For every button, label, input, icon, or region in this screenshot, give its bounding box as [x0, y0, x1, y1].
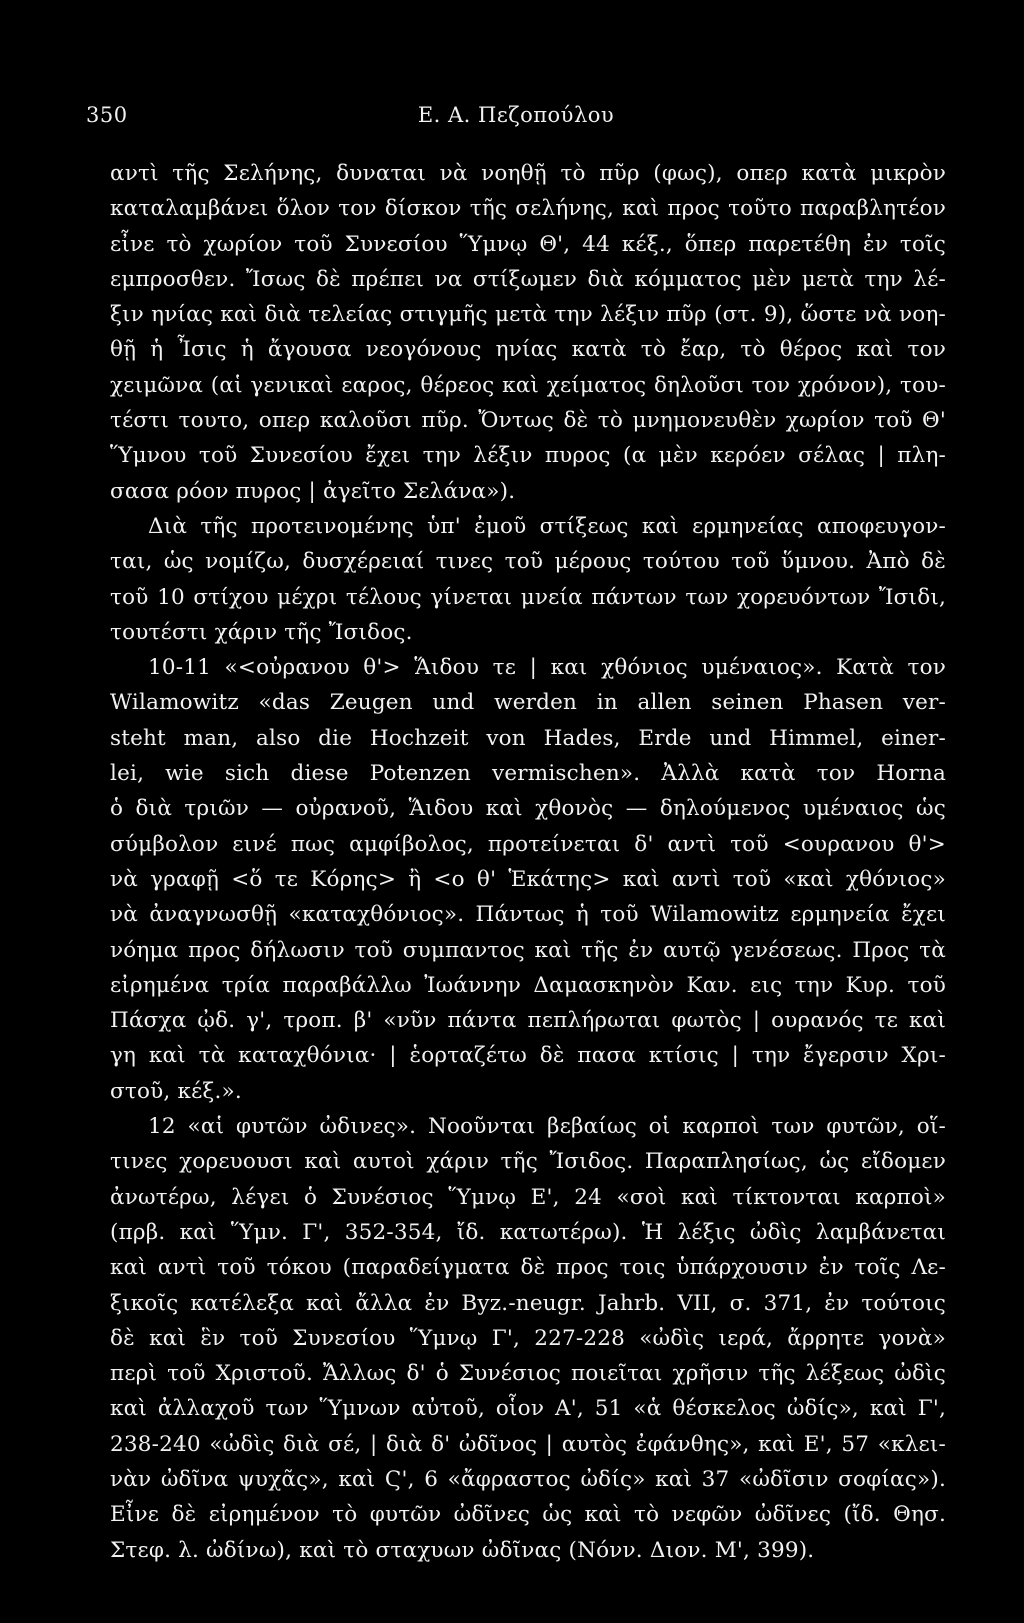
text-line: χειμῶνα (αἱ γενικαὶ εαρος, θέρεος καὶ χείματος δηλοῦσι τον χρόνον), του-	[110, 372, 946, 398]
text-line: ξιν ηνίας καὶ διὰ τελείας στιγμῆς μετὰ την λέξιν πῦρ (στ. 9), ὥστε νὰ νοη-	[110, 302, 946, 328]
text-line: ἀνωτέρω, λέγει ὁ Συνέσιος Ὕμνῳ Ε', 24 «σοὶ καὶ τίκτονται καρποὶ»	[110, 1184, 946, 1210]
text-line: εμπροσθεν. Ἴσως δὲ πρέπει να στίξωμεν διὰ κόμματος μὲν μετὰ την λέ-	[110, 266, 946, 292]
text-line: ται, ὡς νομίζω, δυσχέρειαί τινες τοῦ μέρους τούτου τοῦ ὕμνου. Ἀπὸ δὲ	[110, 549, 946, 575]
text-line: δὲ καὶ ἓν τοῦ Συνεσίου Ὕμνῳ Γ', 227-228 «ὠδὶς ιερά, ἄρρητε γονὰ»	[110, 1325, 946, 1351]
text-line: lei, wie sich diese Potenzen vermischen». Ἀλλὰ κατὰ τον Horna	[110, 761, 946, 787]
text-line: τουτέστι χάριν τῆς Ἴσιδος.	[110, 619, 413, 645]
text-line: ὁ διὰ τριῶν — οὐρανοῦ, Ἅιδου καὶ χθονὸς — δηλούμενος υμέναιος ὡς	[110, 796, 946, 822]
text-line: νὰ ἀναγνωσθῇ «καταχθόνιος». Πάντως ἡ τοῦ Wilamowitz ερμηνεία ἔχει	[110, 902, 946, 928]
text-line: γη καὶ τὰ καταχθόνια· | ἑορταζέτω δὲ πασα κτίσις | την ἔγερσιν Χρι-	[110, 1043, 946, 1069]
text-line: εἶνε τὸ χωρίον τοῦ Συνεσίου Ὕμνῳ Θ', 44 κέξ., ὅπερ παρετέθη ἐν τοῖς	[110, 231, 946, 257]
text-line: στοῦ, κέξ.».	[110, 1078, 242, 1104]
text-line: ξικοῖς κατέλεξα καὶ ἄλλα ἐν Byz.-neugr. Jahrb. VII, σ. 371, ἐν τούτοις	[110, 1290, 946, 1316]
text-line: Στεφ. λ. ὠδίνω), καὶ τὸ σταχυων ὠδῖνας (Νόνν. Διον. Μ', 399).	[110, 1537, 815, 1563]
text-line: νὰ γραφῇ <ὅ τε Κόρης> ἢ <ο θ' Ἑκάτης> καὶ αντὶ τοῦ «καὶ χθόνιος»	[110, 866, 946, 892]
text-line: εἰρημένα τρία παραβάλλω Ἰωάννην Δαμασκηνὸν Καν. εις την Κυρ. τοῦ	[110, 972, 946, 998]
text-line: Πάσχα ᾠδ. γ', τροπ. β' «νῦν πάντα πεπλήρωται φωτὸς | ουρανός τε καὶ	[110, 1008, 946, 1034]
running-head: Ε. Α. Πεζοπούλου	[417, 103, 615, 127]
text-line: (πρβ. καὶ Ὕμν. Γ', 352-354, ἴδ. κατωτέρω). Ἡ λέξις ὠδὶς λαμβάνεται	[110, 1219, 946, 1245]
text-line: Ὕμνου τοῦ Συνεσίου ἔχει την λέξιν πυρος (α μὲν κερόεν σέλας | πλη-	[110, 443, 946, 469]
page-number: 350	[86, 103, 128, 127]
text-line: steht man, also die Hochzeit von Hades, Erde und Himmel, einer-	[110, 725, 946, 751]
page-header	[86, 103, 946, 133]
text-line: καὶ ἀλλαχοῦ των Ὕμνων αὐτοῦ, οἷον Α', 51 «ἁ θέσκελος ὠδίς», καὶ Γ',	[110, 1396, 946, 1422]
text-line: τινες χορευουσι καὶ αυτοὶ χάριν τῆς Ἴσιδος. Παραπλησίως, ὡς εἴδομεν	[110, 1149, 946, 1175]
text-line: 10-11 «<οὐρανου θ'> Ἅιδου τε | και χθόνιος υμέναιος». Κατὰ τον	[148, 655, 946, 681]
text-line: θῇ ἡ Ἶσις ἡ ἄγουσα νεογόνους ηνίας κατὰ τὸ ἔαρ, τὸ θέρος καὶ τον	[110, 337, 946, 363]
text-line: νὰν ὠδῖνα ψυχᾶς», καὶ Ϛ', 6 «ἄφραστος ὠδίς» καὶ 37 «ὠδῖσιν σοφίας»).	[110, 1466, 946, 1492]
text-line: 12 «αἱ φυτῶν ὠδινες». Νοοῦνται βεβαίως οἱ καρποὶ των φυτῶν, οἵ-	[148, 1114, 946, 1140]
text-line: σασα ρόον πυρος | ἀγεῖτο Σελάνα»).	[110, 478, 516, 504]
text-line: καταλαμβάνει ὅλον τον δίσκον τῆς σελήνης, καὶ προς τοῦτο παραβλητέον	[110, 196, 946, 222]
text-line: νόημα προς δήλωσιν τοῦ συμπαντος καὶ τῆς ἐν αυτῷ γενέσεως. Προς τὰ	[110, 937, 946, 963]
text-line: 238-240 «ὠδὶς διὰ σέ, | διὰ δ' ὠδῖνος | αυτὸς ἐφάνθης», καὶ Ε', 57 «κλει-	[110, 1431, 946, 1457]
text-line: Εἶνε δὲ εἰρημένον τὸ φυτῶν ὠδῖνες ὡς καὶ τὸ νεφῶν ὠδῖνες (ἴδ. Θησ.	[110, 1502, 946, 1528]
text-line: Wilamowitz «das Zeugen und werden in allen seinen Phasen ver-	[110, 690, 946, 716]
text-line: τέστι τουτο, οπερ καλοῦσι πῦρ. Ὄντως δὲ τὸ μνημονευθὲν χωρίον τοῦ Θ'	[110, 408, 946, 434]
text-line: περὶ τοῦ Χριστοῦ. Ἄλλως δ' ὁ Συνέσιος ποιεῖται χρῆσιν τῆς λέξεως ὠδὶς	[110, 1361, 946, 1387]
text-line: καὶ αντὶ τοῦ τόκου (παραδείγματα δὲ προς τοις ὑπάρχουσιν ἐν τοῖς Λε-	[110, 1255, 946, 1281]
text-line: αντὶ τῆς Σελήνης, δυναται νὰ νοηθῇ τὸ πῦρ (φως), οπερ κατὰ μικρὸν	[110, 161, 946, 186]
text-line: τοῦ 10 στίχου μέχρι τέλους γίνεται μνεία πάντων των χορευόντων Ἴσιδι,	[110, 584, 946, 610]
text-line: σύμβολον εινέ πως αμφίβολος, προτείνεται δ' αντὶ τοῦ <ουρανου θ'>	[110, 831, 946, 857]
text-line: Διὰ τῆς προτεινομένης ὑπ' ἐμοῦ στίξεως καὶ ερμηνείας αποφευγον-	[148, 513, 946, 539]
body-text	[110, 156, 946, 1568]
